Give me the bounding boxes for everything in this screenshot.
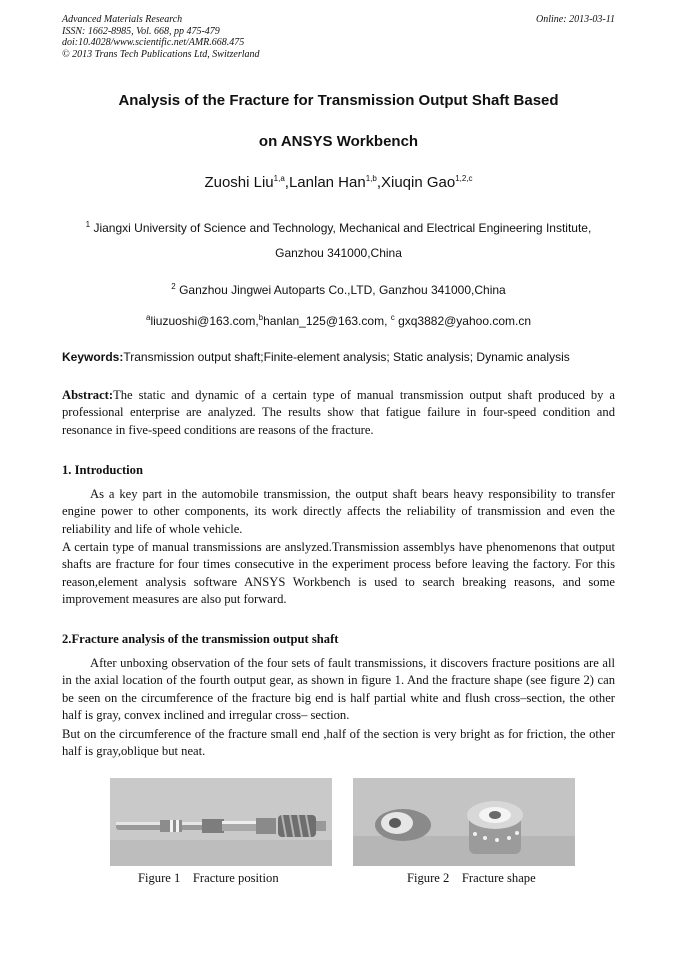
affiliation-superscript: 1 (85, 220, 91, 229)
author-superscript: 1,a (273, 174, 285, 183)
paper-title-line-1: Analysis of the Fracture for Transmission Output Shaft Based (118, 92, 559, 109)
keywords-text: Transmission output shaft;Finite-element analysis; Static analysis; Dynamic analysis (123, 350, 570, 364)
journal-name: Advanced Materials Research (62, 14, 183, 25)
fracture-paragraph-2: But on the circumference of the fracture small end ,half of the section is very bright as for friction, the other half is gray,oblique but neat. (62, 727, 615, 759)
affiliation-1-text: Jiangxi University of Science and Technology, Mechanical and Electrical Engineering Institute, (93, 221, 592, 235)
issn-line: ISSN: 1662-8985, Vol. 668, pp 475-479 (62, 25, 220, 37)
affiliation-1-line-1 (62, 221, 615, 235)
fracture-paragraph-1: After unboxing observation of the four sets of fault transmissions, it discovers fracture positions are all in the axial location of the fourth output gear, as shown in figure 1. And the fracture shape (see figure 2) can be seen on the circumference of the fracture big end is half partial white and flush cross–section, the other half is gray, convex inclined and irregular cross– section. (62, 656, 615, 722)
figure-1-caption: Figure 1 Fracture position (138, 871, 279, 885)
author-name: Zuoshi Liu (204, 174, 274, 191)
email-superscript: b (258, 313, 264, 322)
abstract (62, 387, 615, 439)
section-heading-introduction: 1. Introduction (62, 463, 143, 477)
online-date: Online: 2013-03-11 (536, 14, 615, 25)
introduction-paragraph-1: As a key part in the automobile transmission, the output shaft bears heavy responsibility to transfer engine power to other components, its work directly affects the reliability of transmission and even the reliability and life of whole vehicle. (62, 487, 615, 536)
section-heading-fracture-analysis: 2.Fracture analysis of the transmission output shaft (62, 632, 339, 646)
author-name: Xiuqin Gao (380, 174, 456, 191)
author-name: Lanlan Han (288, 174, 366, 191)
doi-line: doi:10.4028/www.scientific.net/AMR.668.475 (62, 37, 245, 48)
introduction-paragraph-2: A certain type of manual transmissions are anslyzed.Transmission assemblys have phenomenons that output shafts are fracture for four times consecutive in the experiment process before leaving the factory. For this reason,element analysis software ANSYS Workbench is used to search breaking reasons, and some improvement measures are also put forward. (62, 540, 615, 606)
email-address: hanlan_125@163.com, (263, 314, 391, 328)
affiliation-2 (62, 283, 615, 297)
abstract-label: Abstract: (62, 388, 114, 402)
keywords (62, 350, 615, 364)
figure-2-caption: Figure 2 Fracture shape (407, 871, 536, 885)
journal-header (62, 14, 615, 60)
figure-2-fracture-shape-photo (353, 778, 575, 866)
keywords-label: Keywords: (62, 350, 124, 364)
affiliation-1-line-2: Ganzhou 341000,China (275, 246, 402, 260)
email-line (62, 314, 615, 328)
abstract-text: The static and dynamic of a certain type of manual transmission output shaft produced by a professional enterprise are analyzed. The results show that fatigue failure in four-speed condition and resonance in five-speed conditions are reasons of the fracture. (62, 388, 615, 437)
email-address: liuzuoshi@163.com, (150, 314, 259, 328)
email-superscript: a (145, 313, 151, 322)
figure-1-fracture-position-photo (110, 778, 332, 866)
author-superscript: 1,b (365, 174, 377, 183)
shaft-illustration (110, 778, 332, 866)
affiliation-superscript: 2 (171, 282, 176, 291)
email-superscript: c (390, 313, 395, 322)
fracture-faces-illustration (353, 778, 575, 866)
copyright-line: © 2013 Trans Tech Publications Ltd, Switzerland (62, 48, 260, 60)
affiliation-2-text: Ganzhou Jingwei Autoparts Co.,LTD, Ganzhou 341000,China (179, 283, 506, 297)
paper-title-line-2: on ANSYS Workbench (258, 133, 419, 150)
email-address: gxq3882@yahoo.com.cn (394, 314, 531, 328)
author-superscript: 1,2,c (455, 174, 473, 183)
author-list: Zuoshi Liu$^{1,a}$,Lanlan Han$^{1,b}$,Xiuqin Gao$^{1,2,c}$ (204, 174, 473, 191)
